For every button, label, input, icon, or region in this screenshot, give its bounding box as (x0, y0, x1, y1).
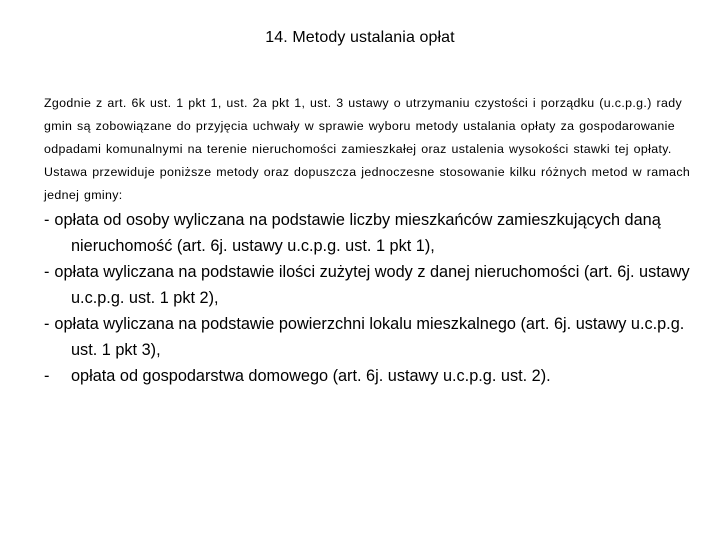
intro-paragraph: Zgodnie z art. 6k ust. 1 pkt 1, ust. 2a pkt 1, ust. 3 ustawy o utrzymaniu czystości i porządku (u.c.p.g.) rady gmin są zobowiązane do przyjęcia uchwały w sprawie wyboru metody ustalania opłaty za gospodarowanie odpadami komunalnymi na terenie nieruchomości zamieszkałej oraz ustalenia wysokości stawki tej opłaty. Ustawa przewiduje poniższe metody oraz dopuszcza jednoczesne stosowanie kilku różnych metod w ramach jednej gminy: (44, 96, 691, 202)
list-item-text: opłata od osoby wyliczana na podstawie liczby mieszkańców zamieszkujących daną nieruchomość (art. 6j. ustawy u.c.p.g. ust. 1 pkt 1), (54, 211, 661, 255)
list-item-water-usage (44, 259, 708, 311)
slide-title: 14. Metody ustalania opłat (265, 29, 455, 46)
bullet-dash: - (44, 367, 50, 385)
bullet-dash: - (44, 211, 50, 229)
methods-list (44, 207, 708, 389)
list-item-per-person (44, 207, 708, 259)
bullet-dash: - (44, 263, 50, 281)
list-item-text: opłata wyliczana na podstawie powierzchni lokalu mieszkalnego (art. 6j. ustawy u.c.p.g. ust. 1 pkt 3), (54, 315, 685, 359)
list-item-household (44, 363, 708, 389)
list-item-floor-area (44, 311, 708, 363)
list-item-text: opłata od gospodarstwa domowego (art. 6j. ustawy u.c.p.g. ust. 2). (71, 367, 551, 385)
list-item-text: opłata wyliczana na podstawie ilości zużytej wody z danej nieruchomości (art. 6j. ustawy u.c.p.g. ust. 1 pkt 2), (54, 263, 690, 307)
bullet-dash: - (44, 315, 50, 333)
